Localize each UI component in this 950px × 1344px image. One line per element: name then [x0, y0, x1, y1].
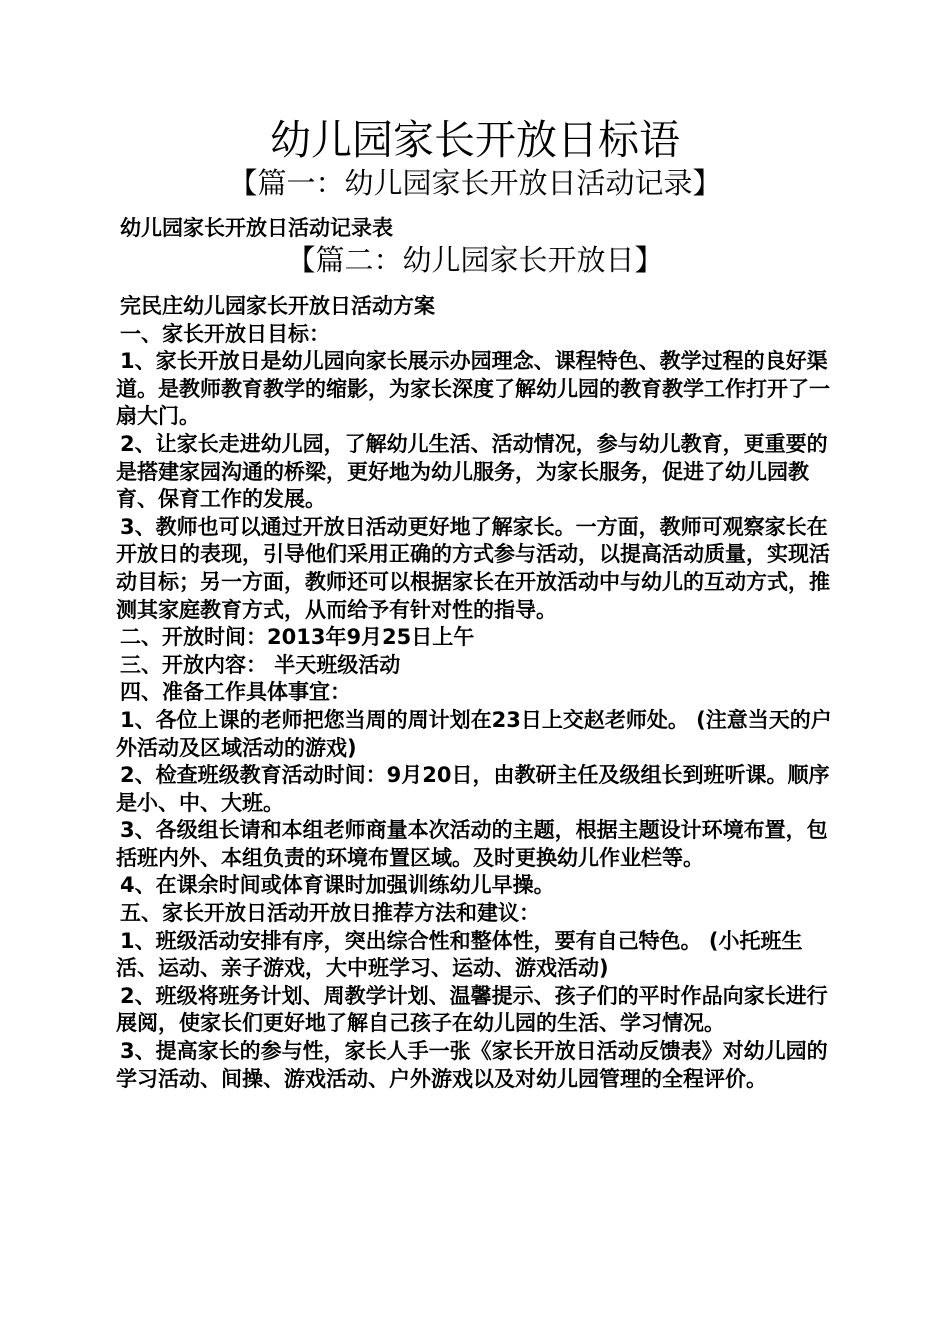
suggestion-item-3: 3、提高家长的参与性，家长人手一张《家长开放日活动反馈表》对幼儿园的学习活动、间操、游戏活动、户外游戏以及对幼儿园管理的全程评价。	[116, 1039, 828, 1091]
document-title: 幼儿园家长开放日标语	[270, 116, 680, 164]
suggestion-item-1: 1、班级活动安排有序，突出综合性和整体性，要有自己特色。 (小托班生活、运动、亲子游戏，大中班学习、运动、游戏活动)	[116, 928, 803, 981]
section-heading-suggestions: 五、家长开放日活动开放日推荐方法和建议：	[120, 901, 540, 926]
goal-item-2: 2、让家长走进幼儿园，了解幼儿生活、活动情况，参与幼儿教育，更重要的是搭建家园沟通的桥梁，更好地为幼儿服务，为家长服务，促进了幼儿园教育、保育工作的发展。	[116, 431, 828, 512]
goal-item-1: 1、家长开放日是幼儿园向家长展示办园理念、课程特色、教学过程的良好渠道。是教师教育教学的缩影，为家长深度了解幼儿园的教育教学工作打开了一扇大门。	[116, 349, 830, 429]
suggestion-item-2: 2、班级将班务计划、周教学计划、温馨提示、孩子们的平时作品向家长进行展阅，使家长们更好地了解自己孩子在幼儿园的生活、学习情况。	[116, 983, 828, 1036]
preparation-item-1: 1、各位上课的老师把您当周的周计划在23日上交赵老师处。 (注意当天的户外活动及区域活动的游戏)	[116, 707, 832, 760]
preparation-item-4: 4、在课余时间或体育课时加强训练幼儿早操。	[120, 873, 555, 898]
section-heading-content: 三、开放内容： 半天班级活动	[120, 652, 401, 677]
preparation-item-3: 3、各级组长请和本组老师商量本次活动的主题，根据主题设计环境布置，包括班内外、本组负责的环境布置区域。及时更换幼儿作业栏等。	[116, 818, 828, 870]
plan-title: 完民庄幼儿园家长开放日活动方案	[120, 294, 435, 318]
subtitle-part-two: 【篇二：幼儿园家长开放日】	[286, 243, 664, 277]
section-heading-time: 二、开放时间：2013年9月25日上午	[120, 625, 475, 650]
subtitle-part-one: 【篇一：幼儿园家长开放日活动记录】	[228, 166, 722, 200]
section-heading-goals: 一、家长开放日目标：	[120, 321, 330, 346]
goal-item-3: 3、教师也可以通过开放日活动更好地了解家长。一方面，教师可观察家长在开放日的表现，引导他们采用正确的方式参与活动，以提高活动质量，实现活动目标；另一方面，教师还可以根据家长在开放活动中与幼儿的互动方式，推测其家庭教育方式，从而给予有针对性的指导。	[116, 514, 830, 622]
preparation-item-2: 2、检查班级教育活动时间：9月20日，由教研主任及级组长到班听课。顺序是小、中、大班。	[116, 763, 830, 815]
plan-body	[116, 293, 838, 1093]
record-table-heading: 幼儿园家长开放日活动记录表	[120, 216, 393, 240]
section-heading-preparation: 四、准备工作具体事宜：	[120, 680, 351, 705]
